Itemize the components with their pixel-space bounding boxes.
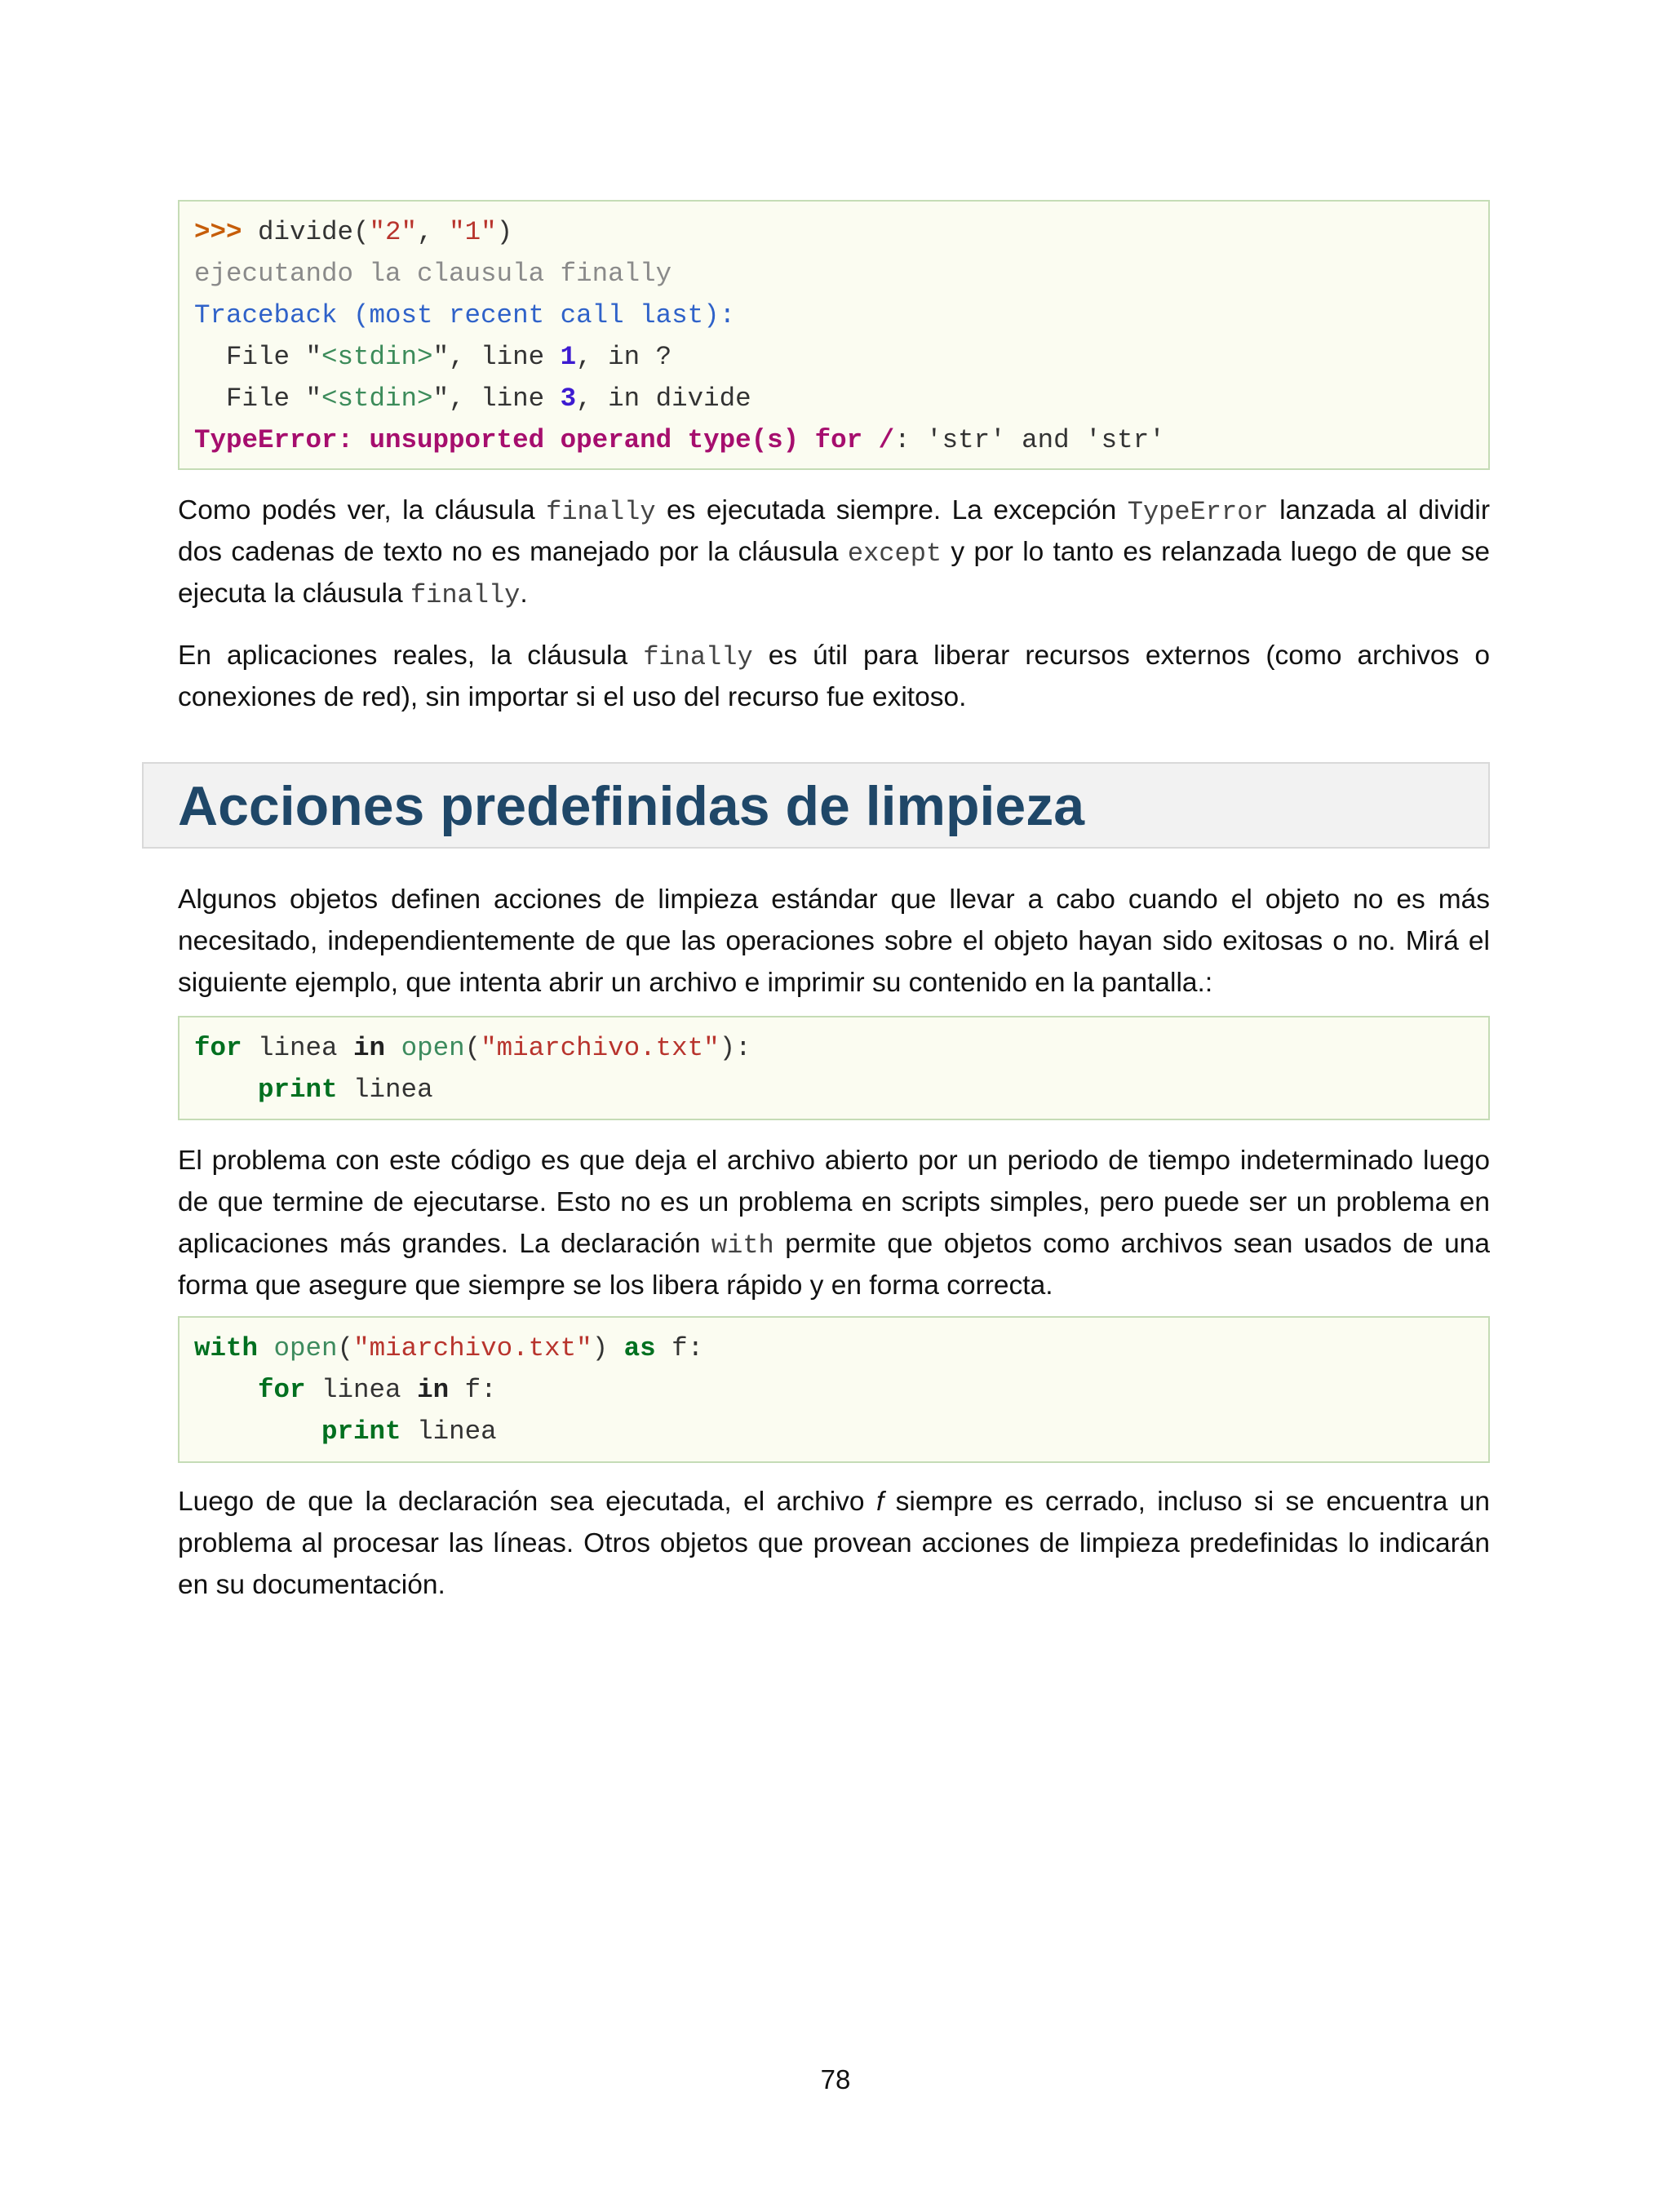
text: En aplicaciones reales, la cláusula (178, 641, 644, 671)
inline-code: with (711, 1230, 774, 1261)
code-text: File " (194, 342, 322, 372)
paragraph-cleanup-intro (178, 879, 1490, 1004)
code-indent (194, 1416, 321, 1447)
text: lanzada al dividir (1268, 495, 1491, 525)
code-indent (194, 1075, 258, 1105)
code-output-line: ejecutando la clausula finally (194, 259, 672, 289)
code-text: : 'str' and 'str' (894, 425, 1165, 455)
code-text: divide( (242, 217, 370, 247)
traceback-line (194, 378, 1488, 419)
code-text: f: (655, 1333, 704, 1363)
keyword: as (623, 1333, 656, 1363)
text: Como podés ver, la cláusula (178, 495, 547, 525)
traceback-line (194, 336, 1488, 378)
text-line: necesitado, independientemente de que las operaciones sobre el objeto hayan sido exitosas o no. Mirá el (178, 926, 1490, 956)
text-line: problema al procesar las líneas. Otros objetos que provean acciones de limpieza predefinidas lo indicarán (178, 1528, 1490, 1558)
paragraph-real-applications (178, 635, 1490, 718)
keyword: for (194, 1033, 242, 1063)
keyword: print (321, 1416, 401, 1447)
text-line (178, 573, 1490, 614)
code-text: ) (496, 217, 513, 247)
code-line (194, 1328, 1488, 1369)
text: Luego de que la declaración sea ejecutada, el archivo (178, 1487, 876, 1517)
error-line (194, 419, 1488, 461)
text-line (178, 1481, 1490, 1523)
code-block-traceback (178, 200, 1490, 470)
code-text: ( (464, 1033, 481, 1063)
traceback-header: Traceback (most recent call last): (194, 300, 736, 330)
code-text: linea (305, 1375, 418, 1405)
keyword: in (417, 1375, 450, 1405)
code-string: <stdin> (321, 342, 433, 372)
text: dos cadenas de texto no es manejado por la cláusula (178, 537, 848, 567)
italic-variable: f (875, 1487, 884, 1517)
code-text: ) (592, 1333, 624, 1363)
section-heading-box (142, 762, 1490, 849)
inline-code: finally (410, 580, 521, 610)
text-line: El problema con este código es que deja el archivo abierto por un periodo de tiempo indeterminado luego (178, 1146, 1490, 1176)
text-line: siguiente ejemplo, que intenta abrir un archivo e imprimir su contenido en la pantalla.: (178, 968, 1213, 998)
code-text (385, 1033, 401, 1063)
text-line: de que termine de ejecutarse. Esto no es un problema en scripts simples, pero puede ser un problema en (178, 1187, 1490, 1217)
code-text: ", line (432, 342, 561, 372)
text: es útil para liberar recursos externos (como archivos o (752, 641, 1490, 671)
code-text: linea (242, 1033, 354, 1063)
section-heading: Acciones predefinidas de limpieza (178, 775, 1085, 837)
code-string: <stdin> (321, 383, 433, 414)
code-text: ): (719, 1033, 751, 1063)
text-line (178, 1223, 1490, 1265)
code-line (194, 1027, 1488, 1069)
code-line (194, 1411, 1488, 1452)
text-line (178, 490, 1490, 531)
keyword: in (353, 1033, 386, 1063)
text-line (178, 635, 1490, 676)
code-string: "miarchivo.txt" (353, 1333, 592, 1363)
code-text: , (417, 217, 450, 247)
code-text: linea (401, 1416, 497, 1447)
code-string: "miarchivo.txt" (481, 1033, 720, 1063)
code-string: "2" (369, 217, 418, 247)
text: permite que objetos como archivos sean usados de una (773, 1229, 1490, 1259)
code-block-for-open (178, 1016, 1490, 1120)
text: es ejecutada siempre. La excepción (655, 495, 1128, 525)
builtin: open (401, 1033, 465, 1063)
code-indent (194, 1375, 258, 1405)
inline-code: finally (643, 642, 753, 672)
keyword: print (258, 1075, 338, 1105)
code-line (194, 1069, 1488, 1110)
text: . (520, 578, 528, 609)
code-text: , in divide (576, 383, 751, 414)
inline-code: finally (546, 497, 656, 527)
code-text: File " (194, 383, 322, 414)
code-string: "1" (449, 217, 497, 247)
text-line (178, 531, 1490, 573)
code-number: 3 (560, 383, 577, 414)
text: ejecuta la cláusula (178, 578, 410, 609)
text: y por lo tanto es relanzada luego de que se (942, 537, 1490, 567)
code-text: ", line (432, 383, 561, 414)
inline-code: except (847, 539, 942, 569)
code-text: , in ? (576, 342, 672, 372)
code-text: linea (337, 1075, 433, 1105)
code-text: ( (337, 1333, 354, 1363)
code-line (194, 211, 1488, 253)
page-number: 78 (820, 2064, 851, 2095)
text: aplicaciones más grandes. La declaración (178, 1229, 711, 1259)
paragraph-finally-explanation (178, 490, 1490, 614)
code-line (194, 1369, 1488, 1411)
builtin: open (273, 1333, 338, 1363)
code-text (258, 1333, 274, 1363)
paragraph-problem (178, 1140, 1490, 1306)
code-text: f: (449, 1375, 497, 1405)
text: siempre es cerrado, incluso si se encuentra un (884, 1487, 1490, 1517)
code-number: 1 (560, 342, 577, 372)
keyword: for (258, 1375, 306, 1405)
text-line: en su documentación. (178, 1570, 445, 1600)
code-block-with-open (178, 1316, 1490, 1463)
inline-code: TypeError (1127, 497, 1269, 527)
error-text: TypeError: unsupported operand type(s) for / (194, 425, 895, 455)
text-line: forma que asegure que siempre se los libera rápido y en forma correcta. (178, 1270, 1053, 1301)
text-line: Algunos objetos definen acciones de limpieza estándar que llevar a cabo cuando el objeto no es más (178, 884, 1490, 915)
paragraph-with-result (178, 1481, 1490, 1606)
text-line: conexiones de red), sin importar si el uso del recurso fue exitoso. (178, 682, 967, 712)
prompt: >>> (194, 217, 242, 247)
keyword: with (194, 1333, 259, 1363)
